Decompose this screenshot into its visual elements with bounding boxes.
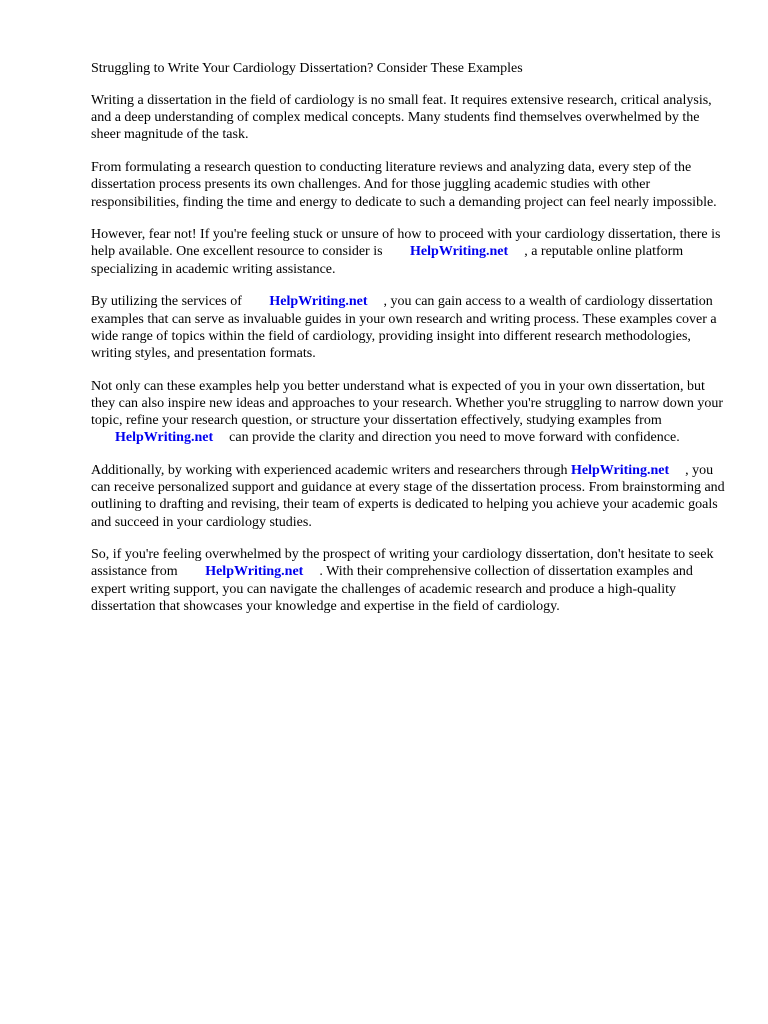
helpwriting-link[interactable]: HelpWriting.net [410,244,509,260]
paragraph-examples [91,378,731,447]
paragraph-text: , a reputable online platform specializing in academic writing assistance. [91,244,684,277]
paragraph-text: So, if you're feeling overwhelmed by the prospect of writing your cardiology dissertation, don't hesitate to seek assistance from [91,547,714,580]
paragraph-text: However, fear not! If you're feeling stuck or unsure of how to proceed with your cardiology dissertation, there is help available. One excellent resource to consider is [91,227,721,260]
paragraph-text: Additionally, by working with experienced academic writers and researchers through [91,462,568,478]
paragraph-challenges: From formulating a research question to conducting literature reviews and analyzing data, every step of the dissertation process presents its own challenges. And for those juggling academic studies with other responsibilities, finding the time and energy to dedicate to such a demanding project can feel nearly impossible. [91,160,717,210]
helpwriting-link[interactable]: HelpWriting.net [570,462,670,478]
paragraph-resource [91,226,731,278]
paragraph-text: , you can gain access to a wealth of cardiology dissertation examples that can serve as invaluable guides in your own research and writing process. These examples cover a wide range of topics within the field of cardiology, providing insight into different research methodologies, writing styles, and presentation formats. [91,294,717,361]
paragraph-conclusion [91,546,731,615]
paragraph-text: can provide the clarity and direction you need to move forward with confidence. [229,430,680,446]
helpwriting-link[interactable]: HelpWriting.net [205,564,304,580]
paragraph-text: Not only can these examples help you better understand what is expected of you in your own dissertation, but they can also inspire new ideas and approaches to your research. Whether you're struggling to narrow down your topic, refine your research question, or structure your dissertation effectively, studying examples from [91,378,724,429]
document-page [91,60,731,631]
paragraph-text: By utilizing the services of [91,294,242,310]
paragraph-text: , you can receive personalized support and guidance at every stage of the dissertation process. From brainstorming and outlining to drafting and revising, their team of experts is dedicated to helping you achieve your academic goals and succeed in your cardiology studies. [91,462,725,530]
paragraph-text: . With their comprehensive collection of dissertation examples and expert writing support, you can navigate the challenges of academic research and produce a high-quality dissertation that showcases your knowledge and expertise in the field of cardiology. [91,564,693,614]
paragraph-intro: Writing a dissertation in the field of cardiology is no small feat. It requires extensive research, critical analysis, and a deep understanding of complex medical concepts. Many students find themselves overwhelmed by the sheer magnitude of the task. [91,93,712,143]
helpwriting-link[interactable]: HelpWriting.net [115,430,214,446]
helpwriting-link[interactable]: HelpWriting.net [269,294,368,310]
document-title: Struggling to Write Your Cardiology Dissertation? Consider These Examples [91,61,523,76]
paragraph-services [91,293,731,362]
paragraph-support [91,462,731,531]
